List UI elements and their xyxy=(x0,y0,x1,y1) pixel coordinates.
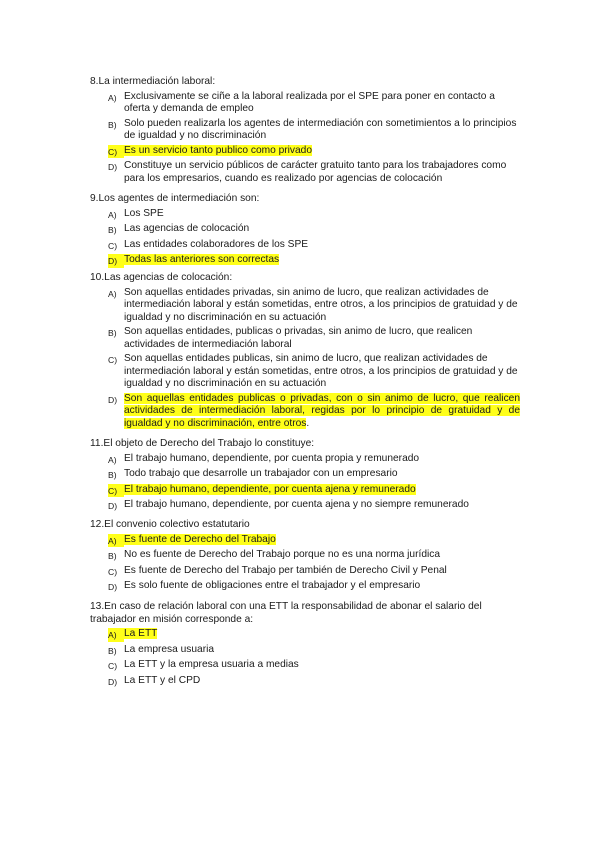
option-d xyxy=(108,160,520,185)
option-c xyxy=(108,659,520,673)
option-text: Todo trabajo que desarrolle un trabajador con un empresario xyxy=(124,468,398,479)
option-text: Son aquellas entidades privadas, sin animo de lucro, que realizan actividades de intermediación laboral y están sometidas, entre otros, a los principios de gratuidad y de igualdad y no discriminación en su actuación xyxy=(124,286,518,323)
option-d xyxy=(108,254,520,268)
option-letter: A) xyxy=(108,92,117,103)
option-text: La ETT y el CPD xyxy=(124,674,201,686)
option-letter: D) xyxy=(108,582,118,592)
option-letter: A) xyxy=(108,534,124,548)
option-a xyxy=(108,453,520,467)
option-text-highlighted: Todas las anteriores son correctas xyxy=(124,254,280,265)
option-text: Son aquellas entidades publicas, sin animo de lucro, que realizan actividades de intermediación laboral y están sometidas, entre otros, a los principios de gratuidad y de igualdad y no discriminación en su actuación xyxy=(124,353,518,389)
option-text: Constituye un servicio públicos de carácter gratuito tanto para los trabajadores como para los empresarios, cuando es realizado por agencias de colocación xyxy=(124,160,507,184)
option-c xyxy=(108,239,520,253)
option-b xyxy=(108,468,520,482)
option-letter: B) xyxy=(108,551,117,561)
option-b xyxy=(108,549,520,563)
question-title: 9.Los agentes de intermediación son: xyxy=(90,193,260,204)
question-8 xyxy=(90,76,520,187)
option-text-suffix: . xyxy=(306,417,310,429)
option-d xyxy=(108,580,520,594)
option-text: Solo pueden realizarla los agentes de intermediación con sometimientos a lo principios de igualdad y no discriminación xyxy=(124,117,517,141)
option-c xyxy=(108,484,520,498)
option-text: Las agencias de colocación xyxy=(124,223,250,234)
option-text: La empresa usuaria xyxy=(124,643,215,655)
option-letter: B) xyxy=(108,328,117,338)
option-text: Exclusivamente se ciñe a la laboral realizada por el SPE para poner en contacto a oferta y demanda de empleo xyxy=(124,90,495,114)
option-letter: A) xyxy=(108,628,124,642)
option-letter: B) xyxy=(108,225,117,235)
option-a xyxy=(108,534,520,548)
option-letter: C) xyxy=(108,355,118,365)
option-a xyxy=(108,91,520,116)
option-a xyxy=(108,287,520,325)
option-letter: A) xyxy=(108,454,117,465)
question-title: 11.El objeto de Derecho del Trabajo lo constituye: xyxy=(90,438,315,449)
option-letter: A) xyxy=(108,209,117,220)
question-13 xyxy=(90,601,520,690)
option-letter: A) xyxy=(108,288,117,299)
question-9 xyxy=(90,193,520,270)
option-b xyxy=(108,223,520,237)
question-title: 10.Las agencias de colocación: xyxy=(90,272,233,283)
option-text: Es solo fuente de obligaciones entre el trabajador y el empresario xyxy=(124,580,421,591)
option-text-highlighted: Es un servicio tanto publico como privado xyxy=(124,144,313,156)
option-text-highlighted: Es fuente de Derecho del Trabajo xyxy=(124,533,276,545)
option-text: Es fuente de Derecho del Trabajo per también de Derecho Civil y Penal xyxy=(124,564,447,576)
option-letter: D) xyxy=(108,676,118,687)
option-letter: D) xyxy=(108,254,124,268)
option-text: Las entidades colaboradores de los SPE xyxy=(124,238,309,250)
option-d xyxy=(108,499,520,513)
option-a xyxy=(108,208,520,222)
question-12 xyxy=(90,519,520,596)
option-text-highlighted: Son aquellas entidades publicas o privadas, con o sin animo de lucro, que realicen actividades de intermediación laboral, regidas por lo principio de gratuidad y de igualdad y no discriminación, entre otros xyxy=(124,392,520,429)
option-c xyxy=(108,145,520,159)
question-10 xyxy=(90,272,520,432)
option-d xyxy=(108,393,520,431)
option-text: No es fuente de Derecho del Trabajo porque no es una norma jurídica xyxy=(124,549,441,560)
question-11 xyxy=(90,438,520,515)
option-c xyxy=(108,565,520,579)
option-letter: B) xyxy=(108,645,117,656)
option-b xyxy=(108,118,520,143)
question-title: 12.El convenio colectivo estatutario xyxy=(90,519,250,530)
option-letter: C) xyxy=(108,661,118,671)
option-letter: C) xyxy=(108,240,118,251)
option-d xyxy=(108,675,520,689)
option-c xyxy=(108,353,520,391)
option-letter: C) xyxy=(108,484,124,498)
option-text-highlighted: La ETT xyxy=(124,628,158,639)
option-text: La ETT y la empresa usuaria a medias xyxy=(124,659,299,670)
option-letter: B) xyxy=(108,470,117,480)
option-a xyxy=(108,628,520,642)
option-letter: C) xyxy=(108,566,118,577)
option-text: El trabajo humano, dependiente, por cuenta ajena y no siempre remunerado xyxy=(124,499,469,510)
option-text: El trabajo humano, dependiente, por cuenta propia y remunerado xyxy=(124,452,420,464)
option-letter: D) xyxy=(108,501,118,511)
option-b xyxy=(108,326,520,351)
option-letter: C) xyxy=(108,145,124,159)
option-text-highlighted: El trabajo humano, dependiente, por cuenta ajena y remunerado xyxy=(124,483,416,495)
option-letter: D) xyxy=(108,162,118,172)
option-text: Son aquellas entidades, publicas o privadas, sin animo de lucro, que realicen actividades de intermediación laboral xyxy=(124,326,473,350)
option-b xyxy=(108,644,520,658)
question-title: 13.En caso de relación laboral con una ETT la responsabilidad de abonar el salario del trabajador en misión corresponde a: xyxy=(90,601,482,625)
question-title: 8.La intermediación laboral: xyxy=(90,76,216,87)
option-letter: D) xyxy=(108,394,118,405)
option-letter: B) xyxy=(108,119,117,130)
option-text: Los SPE xyxy=(124,207,164,219)
